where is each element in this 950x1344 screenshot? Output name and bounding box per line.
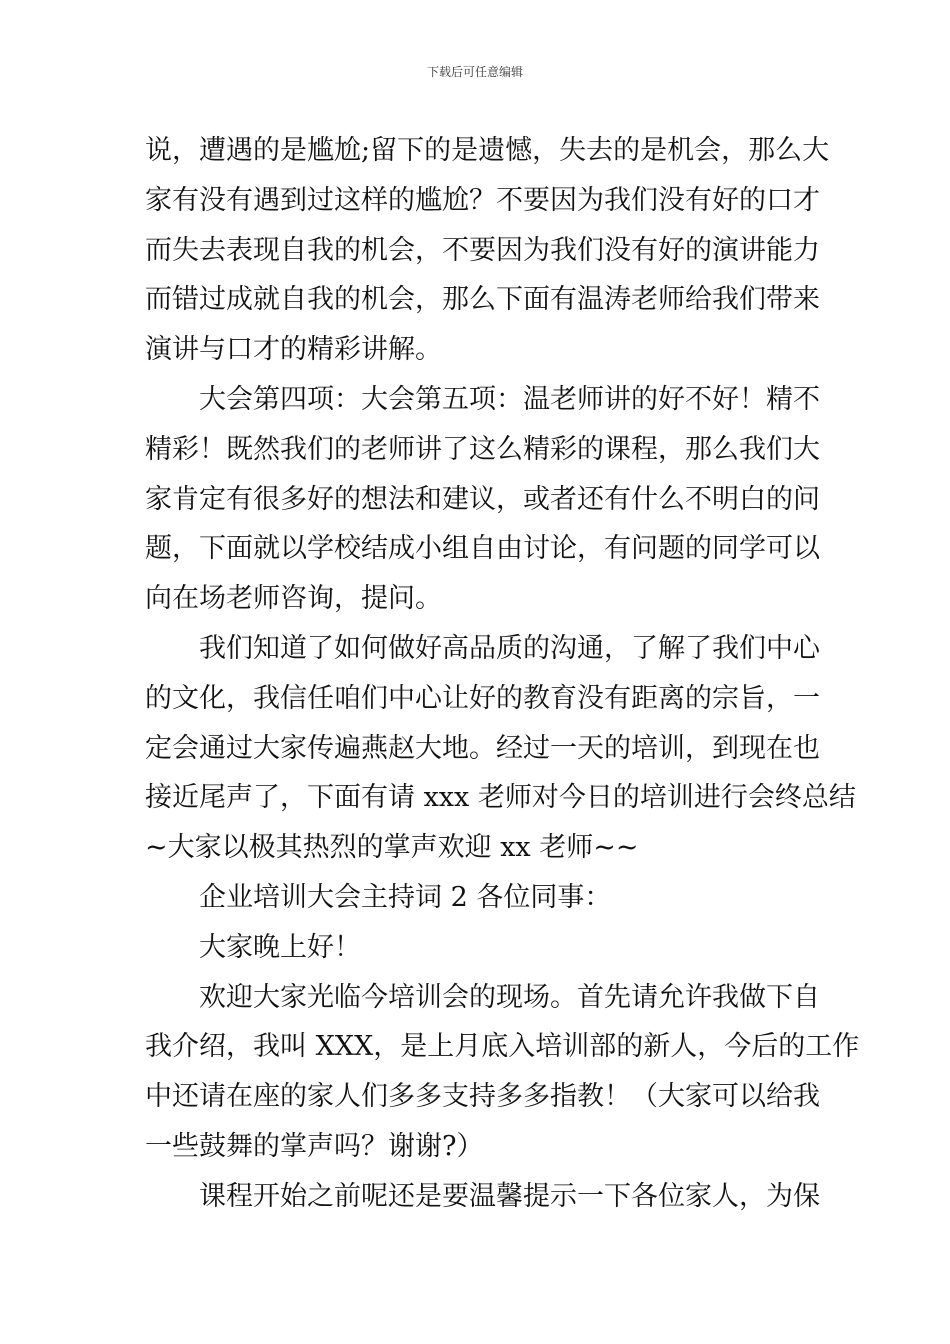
text-line: 我介绍，我叫 XXX，是上月底入培训部的新人，今后的工作 bbox=[145, 1031, 860, 1063]
text-line: 接近尾声了，下面有请 xxx 老师对今日的培训进行会终总结 bbox=[145, 782, 856, 814]
text-line: 而错过成就自我的机会，那么下面有温涛老师给我们带来 bbox=[145, 284, 820, 316]
text-line: 大会第四项：大会第五项：温老师讲的好不好！精不 bbox=[199, 383, 820, 415]
text-line: 定会通过大家传遍燕赵大地。经过一天的培训，到现在也 bbox=[145, 732, 820, 764]
text-line: 中还请在座的家人们多多支持多多指教！（大家可以给我 bbox=[145, 1081, 820, 1113]
text-line: 而失去表现自我的机会，不要因为我们没有好的演讲能力 bbox=[145, 234, 820, 266]
text-line: 欢迎大家光临今培训会的现场。首先请允许我做下自 bbox=[199, 981, 820, 1013]
text-line: 题，下面就以学校结成小组自由讨论，有问题的同学可以 bbox=[145, 533, 820, 565]
text-line: ~大家以极其热烈的掌声欢迎 xx 老师~~ bbox=[145, 832, 639, 864]
text-line: 演讲与口才的精彩讲解。 bbox=[145, 334, 442, 366]
text-line: 家有没有遇到过这样的尴尬？不要因为我们没有好的口才 bbox=[145, 184, 820, 216]
text-line: 课程开始之前呢还是要温馨提示一下各位家人，为保 bbox=[199, 1180, 820, 1212]
document-body bbox=[145, 126, 860, 1222]
text-line: 向在场老师咨询，提问。 bbox=[145, 583, 442, 615]
text-line: 说，遭遇的是尴尬;留下的是遗憾，失去的是机会，那么大 bbox=[145, 135, 830, 166]
text-line: 大家晚上好！ bbox=[199, 931, 361, 963]
text-line: 精彩！既然我们的老师讲了这么精彩的课程，那么我们大 bbox=[145, 433, 820, 465]
text-line: 家肯定有很多好的想法和建议，或者还有什么不明白的问 bbox=[145, 483, 820, 515]
text-line: 企业培训大会主持词 2 各位同事： bbox=[199, 881, 612, 913]
text-line: 一些鼓舞的掌声吗？谢谢?） bbox=[145, 1130, 484, 1162]
text-line: 我们知道了如何做好高品质的沟通，了解了我们中心 bbox=[199, 632, 820, 664]
page-header: 下载后可任意编辑 bbox=[426, 65, 523, 79]
text-line: 的文化，我信任咱们中心让好的教育没有距离的宗旨，一 bbox=[145, 682, 820, 714]
